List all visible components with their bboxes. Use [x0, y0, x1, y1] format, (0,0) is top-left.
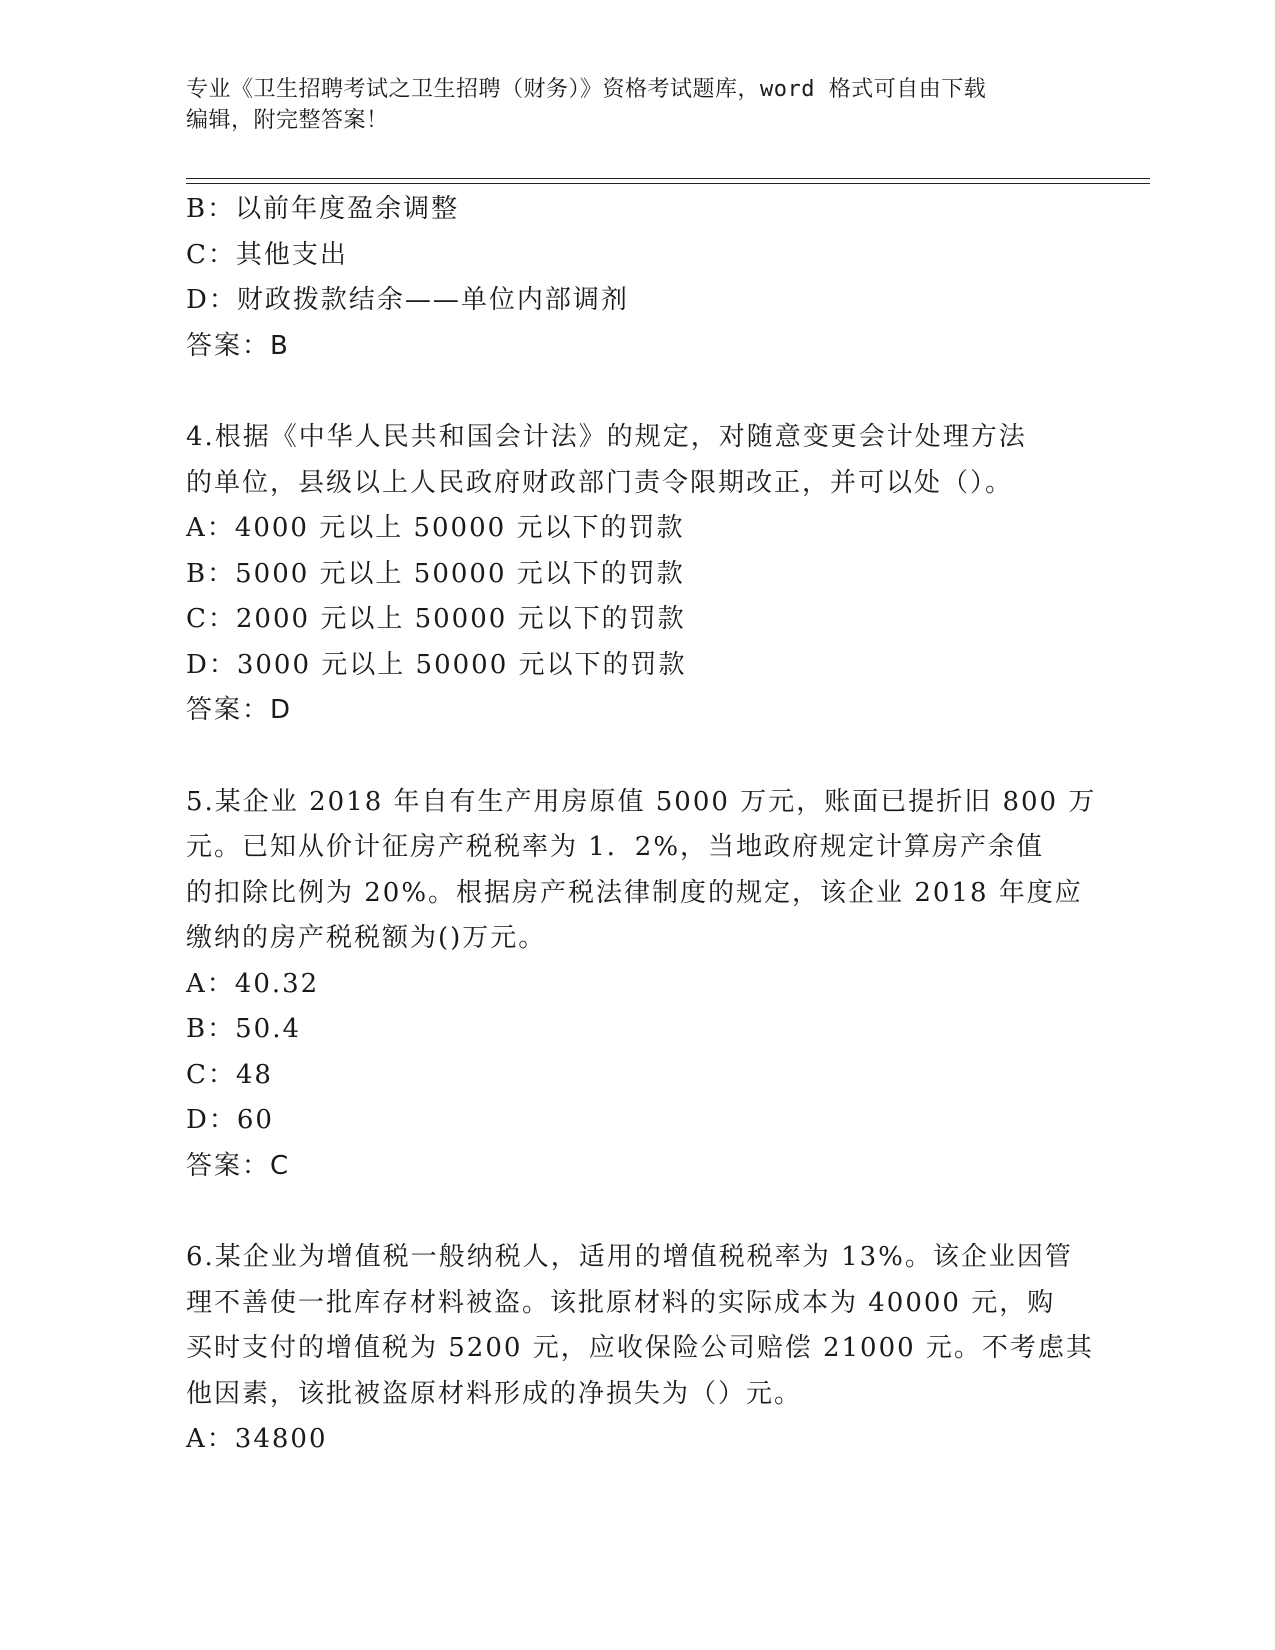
question-4 — [186, 415, 1086, 734]
question-gap — [186, 734, 1086, 780]
question-3-tail — [186, 187, 1086, 369]
header-divider-bottom — [186, 183, 1150, 184]
option-d: D：3000 元以上 50000 元以下的罚款 — [186, 649, 687, 680]
option-d: D：财政拨款结余——单位内部调剂 — [186, 285, 629, 315]
question-stem-line: 他因素，该批被盗原材料形成的净损失为（）元。 — [186, 1378, 803, 1409]
question-stem-line: 的扣除比例为 20%。根据房产税法律制度的规定，该企业 2018 年度应 — [186, 877, 1083, 908]
option-a: A：34800 — [186, 1424, 328, 1454]
question-list — [186, 187, 1097, 1463]
question-stem-line: 5.某企业 2018 年自有生产用房原值 5000 万元，账面已提折旧 800 万 — [186, 786, 1097, 817]
question-5 — [186, 780, 1097, 1190]
answer-label: 答案：C — [186, 1150, 291, 1181]
option-b: B：5000 元以上 50000 元以下的罚款 — [186, 558, 685, 589]
answer-label: 答案：B — [186, 330, 290, 361]
question-stem-line: 缴纳的房产税税额为()万元。 — [186, 923, 547, 953]
question-stem-line: 元。已知从价计征房产税税率为 1．2%，当地政府规定计算房产余值 — [186, 832, 1045, 862]
document-header — [186, 74, 1066, 136]
question-stem-line: 的单位，县级以上人民政府财政部门责令限期改正，并可以处（）。 — [186, 467, 1014, 498]
option-d: D：60 — [186, 1105, 274, 1135]
option-a: A：4000 元以上 50000 元以下的罚款 — [186, 513, 685, 543]
question-stem-line: 理不善使一批库存材料被盗。该批原材料的实际成本为 40000 元，购 — [186, 1287, 1056, 1318]
option-c: C：48 — [186, 1059, 273, 1090]
option-a: A：40.32 — [186, 968, 320, 999]
option-c: C：2000 元以上 50000 元以下的罚款 — [186, 604, 686, 634]
answer-label: 答案：D — [186, 695, 293, 725]
option-b: B：以前年度盈余调整 — [186, 194, 460, 224]
question-stem-line: 6.某企业为增值税一般纳税人，适用的增值税税率为 13%。该企业因管 — [186, 1242, 1073, 1272]
question-gap — [186, 369, 1086, 415]
question-6 — [186, 1235, 1094, 1463]
header-line-2: 编辑，附完整答案！ — [186, 108, 389, 133]
header-line-1: 专业《卫生招聘考试之卫生招聘（财务）》资格考试题库，word 格式可自由下载 — [186, 77, 987, 102]
header-divider-top — [186, 178, 1150, 179]
question-stem-line: 买时支付的增值税为 5200 元，应收保险公司赔偿 21000 元。不考虑其 — [186, 1333, 1094, 1363]
option-c: C：其他支出 — [186, 239, 348, 270]
question-gap — [186, 1189, 1086, 1235]
option-b: B：50.4 — [186, 1014, 301, 1044]
question-stem-line: 4.根据《中华人民共和国会计法》的规定，对随意变更会计处理方法 — [186, 422, 1027, 452]
